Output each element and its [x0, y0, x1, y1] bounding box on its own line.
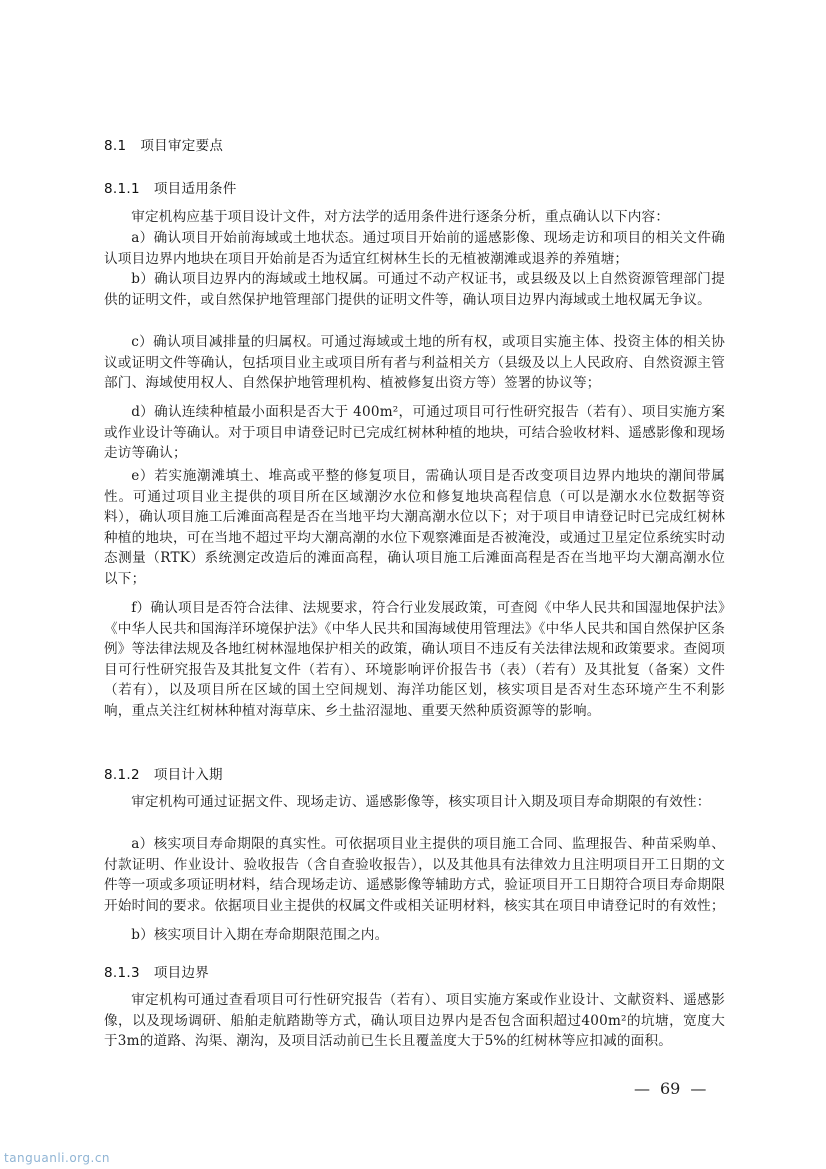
paragraph: a）核实项目寿命期限的真实性。可依据项目业主提供的项目施工合同、监理报告、种苗采购单、付款证明、作业设计、验收报告（含自查验收报告），以及其他具有法律效力且注明项目开工日期的文件等一项或多项证明材料，结合现场走访、遥感影像等辅助方式，验证项目开工日期符合项目寿命期限开始时间的要求。依据项目业主提供的权属文件或相关证明材料，核实其在项目申请登记时的有效性； — [104, 836, 725, 914]
subsection-title: 项目边界 — [153, 965, 210, 981]
subsection-number: 8.1.3 — [104, 965, 140, 981]
site-watermark: tanguanli.org.cn — [4, 1151, 111, 1165]
paragraph: f）确认项目是否符合法律、法规要求，符合行业发展政策，可查阅《中华人民共和国湿地保护法》《中华人民共和国海洋环境保护法》《中华人民共和国海域使用管理法》《中华人民共和国自然保护区条例》等法律法规及各地红树林湿地保护相关的政策，确认项目不违反有关法律法规和政策要求。查阅项目可行性研究报告及其批复文件（若有）、环境影响评价报告书（表）（若有）及其批复（备案）文件（若有），以及项目所在区域的国土空间规划、海洋功能区划，核实项目是否对生态环境产生不利影响，重点关注红树林种植对海草床、乡土盐沼湿地、重要天然种质资源等的影响。 — [104, 600, 725, 719]
section-title: 项目审定要点 — [140, 138, 224, 154]
footer-dash-right: — — [690, 1079, 707, 1098]
paragraph: 审定机构应基于项目设计文件，对方法学的适用条件进行逐条分析，重点确认以下内容： — [131, 209, 670, 225]
paragraph: b）确认项目边界内的海域或土地权属。可通过不动产权证书，或县级及以上自然资源管理部门提供的证明文件，或自然保护地管理部门提供的证明文件等，确认项目边界内海域或土地权属无争议。 — [104, 271, 725, 308]
subsection-number: 8.1.2 — [104, 767, 140, 783]
paragraph: 审定机构可通过查看项目可行性研究报告（若有）、项目实施方案或作业设计、文献资料、遥感影像，以及现场调研、船舶走航踏勘等方式，确认项目边界内是否包含面积超过400m²的坑塘，宽度大于3m的道路、沟渠、潮沟，及项目活动前已生长且覆盖度大于5%的红树林等应扣减的面积。 — [104, 992, 725, 1049]
paragraph: a）确认项目开始前海域或土地状态。通过项目开始前的遥感影像、现场走访和项目的相关文件确认项目边界内地块在项目开始前是否为适宜红树林生长的无植被潮滩或退养的养殖塘； — [104, 230, 725, 267]
page-number: 69 — [660, 1079, 681, 1098]
paragraph: 审定机构可通过证据文件、现场走访、遥感影像等，核实项目计入期及项目寿命期限的有效性： — [131, 794, 711, 810]
section-heading — [104, 134, 223, 154]
subsection-heading-2 — [104, 763, 223, 783]
page-number-footer — [624, 1079, 716, 1098]
paragraph: d）确认连续种植最小面积是否大于 400m²，可通过项目可行性研究报告（若有）、项目实施方案或作业设计等确认。对于项目申请登记时已完成红树林种植的地块，可结合验收材料、遥感影像和现场走访等确认； — [104, 404, 725, 461]
footer-dash-left: — — [634, 1079, 650, 1098]
subsection-heading-1 — [104, 177, 237, 197]
paragraph: e）若实施潮滩填土、堆高或平整的修复项目，需确认项目是否改变项目边界内地块的潮间带属性。可通过项目业主提供的项目所在区域潮汐水位和修复地块高程信息（可以是潮水水位数据等资料），确认项目施工后滩面高程是否在当地平均大潮高潮水位以下；对于项目申请登记时已完成红树林种植的地块，可在当地不超过平均大潮高潮的水位下观察滩面是否被淹没，或通过卫星定位系统实时动态测量（RTK）系统测定改造后的滩面高程，确认项目施工后滩面高程是否在当地平均大潮高潮水位以下； — [104, 468, 725, 587]
subsection-number: 8.1.1 — [104, 181, 140, 197]
subsection-heading-3 — [104, 961, 209, 981]
paragraph: b）核实项目计入期在寿命期限范围之内。 — [131, 927, 389, 943]
section-number: 8.1 — [104, 138, 127, 154]
subsection-title: 项目计入期 — [153, 767, 223, 783]
paragraph: c）确认项目减排量的归属权。可通过海域或土地的所有权，或项目实施主体、投资主体的相关协议或证明文件等确认，包括项目业主或项目所有者与利益相关方（县级及以上人民政府、自然资源主管部门、海域使用权人、自然保护地管理机构、植被修复出资方等）签署的协议等； — [104, 334, 725, 391]
subsection-title: 项目适用条件 — [153, 181, 237, 197]
